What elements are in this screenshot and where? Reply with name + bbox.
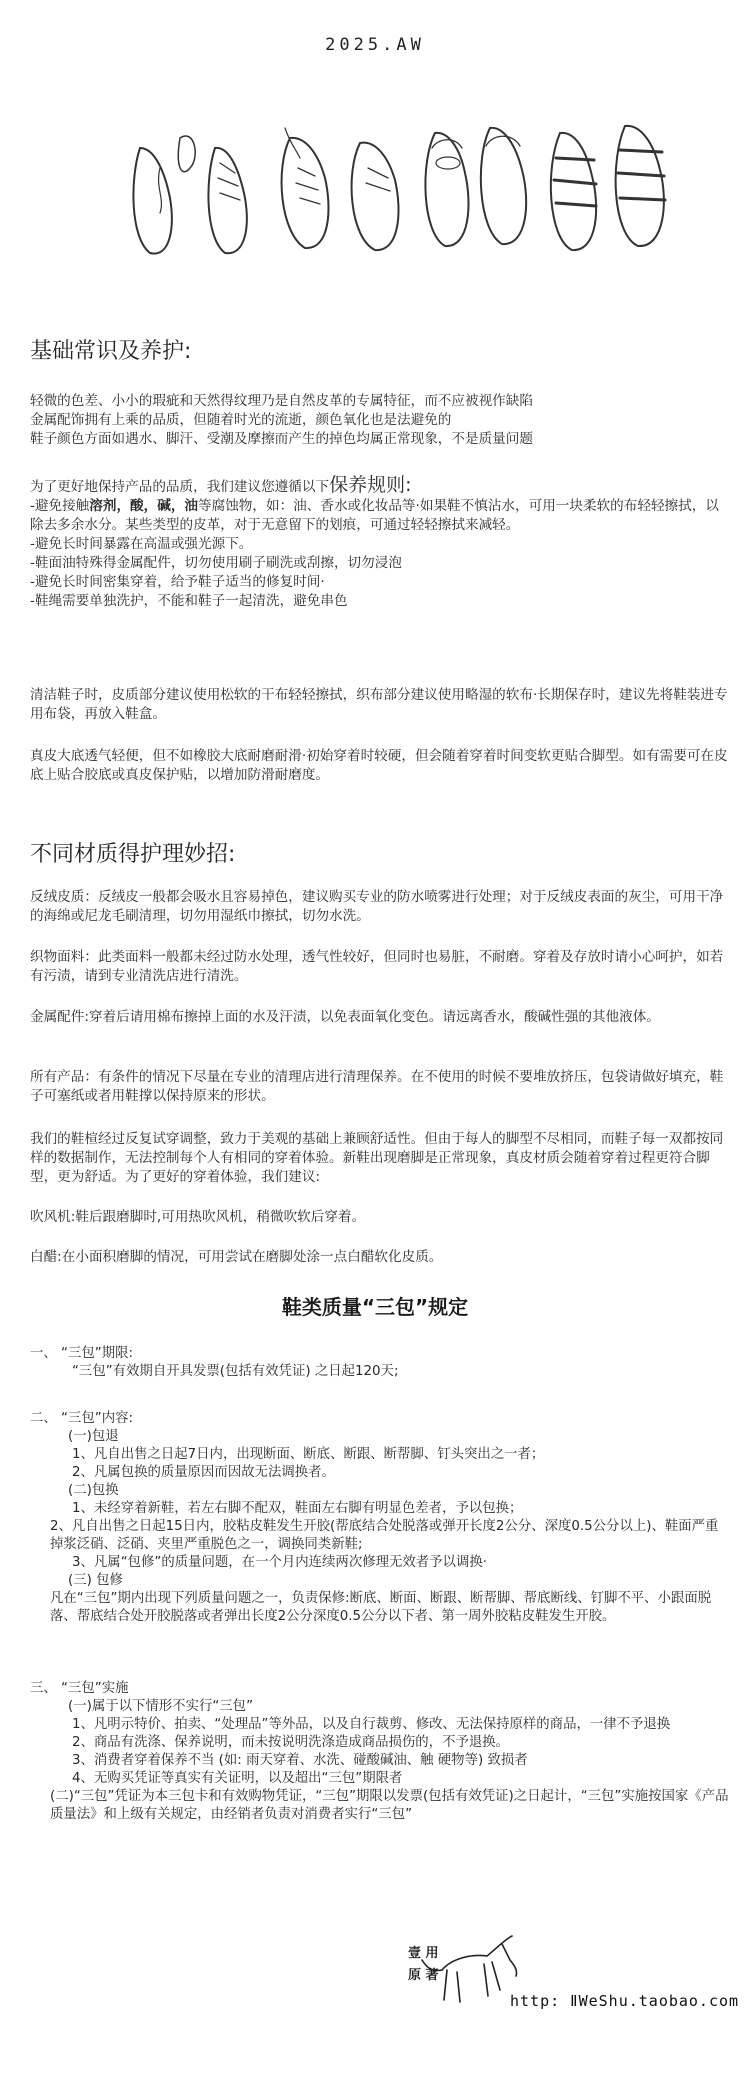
leather-notes: [30, 392, 728, 449]
policy-exclusion-3: 3、消费者穿着保养不当 (如: 雨天穿着、水洗、碰酸碱油、触 硬物等) 致损者: [72, 1753, 528, 1768]
policy-repair-heading: (三) 包修: [68, 1573, 123, 1588]
care-section-heading: 基础常识及养护:: [30, 339, 192, 364]
policy-title: 鞋类质量“三包”规定: [281, 1295, 469, 1319]
shoe-sketch-1: [133, 136, 195, 254]
policy-repair-body: 凡在“三包”期内出现下列质量问题之一，负责保修:断底、断面、断跟、断帮脚、帮底断线、钉脚不平、小跟面脱落、帮底结合处开胶脱落或者弹出长度2公分深度0.5公分以下者、第一周外胶粘皮鞋发生开胶。: [50, 1591, 712, 1624]
shop-url[interactable]: http: ⅡWeShu.taobao.com: [510, 1992, 740, 2010]
brand-logo-line-1: 壹 用: [408, 1946, 439, 1961]
season-title: 2025.AW: [325, 35, 425, 55]
materials-section-heading: 不同材质得护理妙招:: [30, 842, 236, 867]
policy-period-heading: 一、 “三包”期限:: [30, 1346, 133, 1361]
rules-title: 保养规则:: [329, 474, 412, 496]
policy-exchange-3: 3、凡属“包修”的质量问题，在一个月内连续两次修理无效者予以调换·: [72, 1555, 487, 1570]
policy-refund-heading: (一)包退: [68, 1429, 119, 1444]
policy-period-body: “三包”有效期自开具发票(包括有效凭证) 之日起120天;: [72, 1364, 399, 1379]
policy-exclusion-4: 4、无购买凭证等真实有关证明，以及超出“三包”期限者: [72, 1771, 403, 1786]
rule-chemicals-rest: 等腐蚀物，如：油、香水或化妆品等·如果鞋不慎沾水，可用一块柔软的布轻轻擦拭，以除去多余水分。某些类型的皮革，对于无意留下的划痕，可通过轻轻擦拭来减轻。: [30, 498, 719, 533]
policy-impl-heading: 三、 “三包”实施: [30, 1681, 129, 1696]
policy-period: [30, 1345, 730, 1381]
general-care: 所有产品：有条件的情况下尽量在专业的清理店进行清理保养。在不使用的时候不要堆放挤压，包袋请做好填充，鞋子可塞纸或者用鞋撑以保持原来的形状。: [30, 1069, 724, 1104]
leather-note-1: 轻微的色差、小小的瑕疵和天然得纹理乃是自然皮革的专属特征，而不应被视作缺陷: [30, 393, 533, 409]
cleaning-note: 清洁鞋子时，皮质部分建议使用松软的干布轻轻擦拭，织布部分建议使用略湿的软布·长期保存时，建议先将鞋装进专用布袋，再放入鞋盒。: [30, 687, 728, 722]
rules-intro: 为了更好地保持产品的品质，我们建议您遵循以下: [30, 479, 330, 495]
policy-implementation: [30, 1680, 730, 1824]
metal-care: 金属配件:穿着后请用棉布擦掉上面的水及汗渍，以免表面氧化变色。请远离香水，酸碱性强的其他液体。: [30, 1009, 660, 1025]
shoe-sketch-5: [425, 133, 468, 246]
rule-chemicals-bold: 溶剂，酸，碱，油: [89, 498, 199, 514]
brand-logo-line-2: 原 著: [408, 1968, 439, 1983]
last-fit-note: 我们的鞋楦经过反复试穿调整，致力于美观的基础上兼顾舒适性。但由于每人的脚型不尽相同，而鞋子每一双都按同样的数据制作，无法控制每个人有相同的穿着体验。新鞋出现磨脚是正常现象，真皮材质会随着穿着过程更符合脚型，更为舒适。为了更好的穿着体验，我们建议:: [30, 1131, 724, 1185]
sole-note: 真皮大底透气轻便，但不如橡胶大底耐磨耐滑·初始穿着时较硬，但会随着穿着时间变软更贴合脚型。如有需要可在皮底上贴合胶底或真皮保护贴，以增加防滑耐磨度。: [30, 748, 728, 783]
leather-note-2: 金属配饰拥有上乘的品质，但随着时光的流逝，颜色氧化也是法避免的: [30, 412, 452, 428]
suede-care: 反绒皮质：反绒皮一般都会吸水且容易掉色，建议购买专业的防水喷雾进行处理；对于反绒皮表面的灰尘，可用干净的海绵或尼龙毛刷清理，切勿用湿纸巾擦拭，切勿水洗。: [30, 889, 724, 924]
shoe-sketch-7: [551, 133, 596, 250]
policy-content-heading: 二、 “三包”内容:: [30, 1411, 133, 1426]
shoe-sketch-8: [616, 126, 665, 246]
policy-exchange-heading: (二)包换: [68, 1483, 119, 1498]
shoe-sketch-4: [352, 143, 399, 250]
policy-exclusion-1: 1、凡明示特价、拍卖、“处理品”等外品，以及自行裁剪、修改、无法保持原样的商品，一律不予退换: [72, 1717, 671, 1732]
policy-refund-2: 2、凡属包换的质量原因而因故无法调换者。: [72, 1465, 335, 1480]
vinegar-tip: 白醋:在小面积磨脚的情况，可用尝试在磨脚处涂一点白醋软化皮质。: [30, 1249, 443, 1265]
leather-note-3: 鞋子颜色方面如遇水、脚汗、受潮及摩擦而产生的掉色均属正常现象，不是质量问题: [30, 431, 533, 447]
dryer-tip: 吹风机:鞋后跟磨脚时,可用热吹风机，稍微吹软后穿着。: [30, 1209, 366, 1225]
policy-content: [30, 1410, 730, 1626]
policy-exchange-2: 2、凡自出售之日起15日内，胶粘皮鞋发生开胶(帮底结合处脱落或弹开长度2公分、深度0.5公分以上)、鞋面严重掉浆泛硝、泛硝、夹里严重脱色之一，调换同类新鞋;: [50, 1519, 719, 1552]
rules-intro-line: [30, 476, 728, 497]
policy-exclusion-2: 2、商品有洗涤、保养说明，而未按说明洗涤造成商品损伤的，不予退换。: [72, 1735, 510, 1750]
policy-voucher-note: (二)“三包”凭证为本三包卡和有效购物凭证，“三包”期限以发票(包括有效凭证)之日起计，“三包”实施按国家《产品质量法》和上级有关规定，由经销者负责对消费者实行“三包”: [50, 1789, 729, 1822]
shoe-sketch-6: [481, 128, 526, 244]
fabric-care: 织物面料：此类面料一般都未经过防水处理，透气性较好，但同时也易脏，不耐磨。穿着及存放时请小心呵护，如若有污渍，请到专业清洗店进行清洗。: [30, 949, 724, 984]
rule-rest: -避免长时间密集穿着，给予鞋子适当的修复时间·: [30, 574, 325, 590]
rule-metal: -鞋面油特殊得金属配件，切勿使用刷子刷洗或刮擦，切勿浸泡: [30, 555, 402, 571]
rule-chemicals: [30, 497, 728, 535]
policy-refund-1: 1、凡自出售之日起7日内，出现断面、断底、断跟、断帮脚、钉头突出之一者；: [72, 1447, 545, 1462]
shoe-sketches-illustration: [120, 88, 720, 263]
shoe-sketch-3: [282, 128, 329, 248]
rule-chemicals-prefix: -避免接触: [30, 498, 90, 514]
rule-laces: -鞋绳需要单独洗护，不能和鞋子一起清洗，避免串色: [30, 593, 348, 609]
policy-exclusion-heading: (一)属于以下情形不实行“三包”: [68, 1699, 254, 1714]
policy-exchange-1: 1、未经穿着新鞋，若左右脚不配双，鞋面左右脚有明显色差者，予以包换；: [72, 1501, 523, 1516]
shoe-sketch-2: [208, 148, 246, 253]
rule-heat: -避免长时间暴露在高温或强光源下。: [30, 536, 253, 552]
care-rules: [30, 476, 728, 611]
